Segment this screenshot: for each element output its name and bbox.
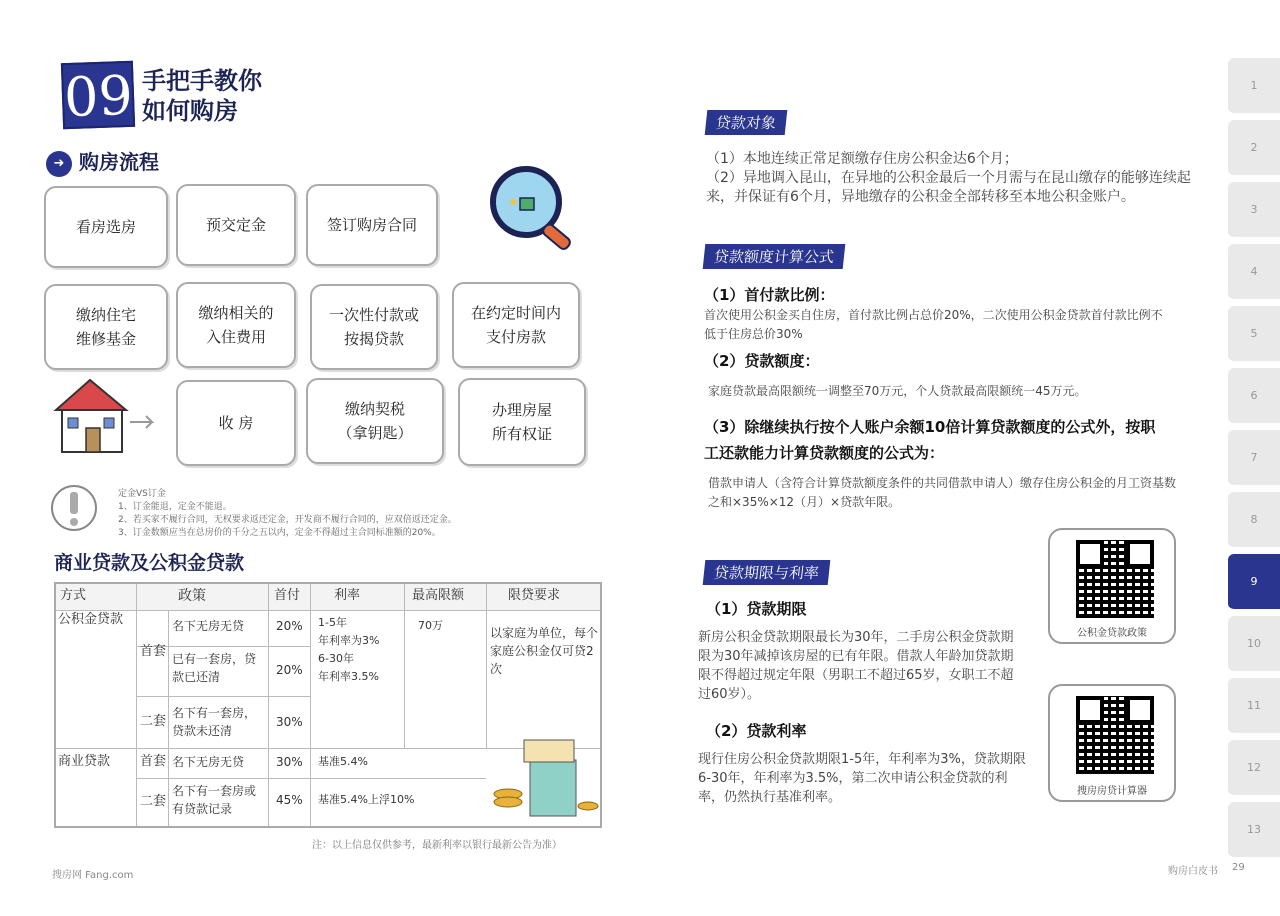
table-cell: 30% bbox=[276, 715, 303, 729]
step-property-certificate: 办理房屋 所有权证 bbox=[458, 378, 586, 466]
svg-text:★: ★ bbox=[508, 195, 519, 209]
page-number: 29 bbox=[1232, 862, 1245, 873]
gjj-loan-label: 公积金贷款 bbox=[58, 612, 124, 627]
side-tab[interactable]: 7 bbox=[1228, 430, 1280, 486]
page-title bbox=[142, 66, 262, 126]
process-heading: ➜ 购房流程 bbox=[46, 146, 159, 177]
loan-table bbox=[54, 582, 602, 828]
qr-code-icon[interactable] bbox=[1076, 696, 1154, 774]
table-row: 名下无房无贷 bbox=[172, 755, 245, 769]
side-tab[interactable]: 6 bbox=[1228, 368, 1280, 424]
side-tab[interactable]: 3 bbox=[1228, 182, 1280, 238]
table-cell: 20% bbox=[276, 619, 303, 633]
table-row: 名下无房无贷 bbox=[172, 619, 245, 633]
arrow-right-icon: ➜ bbox=[46, 151, 72, 177]
step-pay-deed-tax: 缴纳契税 （拿钥匙） bbox=[306, 378, 444, 464]
loan-term-heading: （1）贷款期限 bbox=[706, 600, 807, 618]
table-row: 名下有一套房或有贷款记录 bbox=[172, 784, 257, 816]
step-view-house: 看房选房 bbox=[44, 186, 168, 268]
col-header-requirement: 限贷要求 bbox=[508, 588, 561, 603]
side-tab[interactable]: 10 bbox=[1228, 616, 1280, 672]
side-tab-active[interactable]: 9 bbox=[1228, 554, 1280, 610]
table-cell: 30% bbox=[276, 755, 303, 769]
side-tab[interactable]: 8 bbox=[1228, 492, 1280, 548]
qr-label: 搜房房贷计算器 bbox=[1077, 786, 1147, 797]
deposit-note: 定金VS订金 1、订金能退，定金不能退。 2、若买家不履行合同，无权要求返还定金，开发商不履行合同的，应双倍返还定金。 3、订金数额应当在总房价的千分之五以内，定金不得超过主合同标准额的20%。 bbox=[118, 489, 457, 538]
loan-formula-heading: （3）除继续执行按个人账户余额10倍计算贷款额度的公式外，按职工还款能力计算贷款额度的公式为： bbox=[704, 418, 1156, 462]
exclamation-icon bbox=[50, 480, 100, 536]
gjj-second-label: 二套 bbox=[140, 714, 167, 729]
col-header-method: 方式 bbox=[60, 588, 87, 603]
brand-logo: 搜房网 Fang.com bbox=[52, 870, 134, 881]
gjj-first-label: 首套 bbox=[140, 644, 167, 659]
footer-book-name: 购房白皮书 bbox=[1168, 866, 1218, 877]
step-payment-or-mortgage: 一次性付款或 按揭贷款 bbox=[310, 284, 438, 370]
step-moving-fees: 缴纳相关的 入住费用 bbox=[176, 282, 296, 368]
biz-first-label: 首套 bbox=[140, 754, 167, 769]
step-sign-contract: 签订购房合同 bbox=[306, 184, 438, 266]
gjj-rate: 1-5年 年利率为3% 6-30年 年利率3.5% bbox=[318, 616, 380, 683]
step-maintenance-fund: 缴纳住宅 维修基金 bbox=[44, 284, 168, 370]
loan-formula-text: 借款申请人（含符合计算贷款额度条件的共同借款申请人）缴存住房公积金的月工资基数之和×35%×12（月）×贷款年限。 bbox=[708, 476, 1177, 509]
loan-amount-heading: （2）贷款额度： bbox=[704, 352, 820, 370]
loan-rate-text: 现行住房公积金贷款期限1-5年，年利率为3%，贷款期限6-30年，年利率为3.5%，第二次申请公积金贷款的利率，仍然执行基准利率。 bbox=[698, 752, 1026, 805]
loan-amount-text: 家庭贷款最高限额统一调整至70万元，个人贷款最高限额统一45万元。 bbox=[708, 384, 1087, 398]
step-deposit: 预交定金 bbox=[176, 184, 296, 266]
gjj-limit: 70万 bbox=[418, 619, 443, 632]
side-tab[interactable]: 13 bbox=[1228, 802, 1280, 858]
loan-subject-text: （1）本地连续正常足额缴存住房公积金达6个月； （2）异地调入昆山，在异地的公积金最后一个月需与在昆山缴存的能够连续起来，并保证有6个月，异地缴存的公积金全部转移至本地公积金账户。 bbox=[706, 151, 1191, 205]
side-tab[interactable]: 1 bbox=[1228, 58, 1280, 114]
table-cell: 基准5.4%上浮10% bbox=[318, 793, 415, 806]
step-pay-on-time: 在约定时间内 支付房款 bbox=[452, 282, 580, 368]
qr-card-calculator[interactable] bbox=[1048, 684, 1176, 802]
title-line-2: 如何购房 bbox=[142, 97, 238, 125]
side-tab[interactable]: 12 bbox=[1228, 740, 1280, 796]
col-header-limit: 最高限额 bbox=[412, 588, 465, 603]
down-payment-heading: （1）首付款比例： bbox=[704, 286, 835, 304]
qr-code-icon[interactable] bbox=[1076, 540, 1154, 618]
table-cell: 45% bbox=[276, 793, 303, 807]
table-cell: 20% bbox=[276, 663, 303, 677]
biz-second-label: 二套 bbox=[140, 794, 167, 809]
loan-rate-heading: （2）贷款利率 bbox=[706, 722, 807, 740]
col-header-down: 首付 bbox=[274, 588, 301, 603]
col-header-rate: 利率 bbox=[334, 588, 361, 603]
loan-term-text: 新房公积金贷款期限最长为30年，二手房公积金贷款期限为30年减掉该房屋的已有年限。借款人年龄加贷款期限不得超过规定年限（男职工不超过65岁，女职工不超过60岁）。 bbox=[698, 630, 1014, 702]
loan-subject-tag: 贷款对象 bbox=[706, 110, 786, 135]
loan-footnote: 注：以上信息仅供参考，最新利率以银行最新公告为准） bbox=[312, 840, 562, 851]
biz-loan-label: 商业贷款 bbox=[58, 754, 111, 769]
loan-term-tag: 贷款期限与利率 bbox=[704, 560, 829, 585]
magnifier-icon bbox=[484, 160, 584, 260]
step-take-house: 收 房 bbox=[176, 380, 296, 466]
money-stack-icon bbox=[490, 734, 600, 822]
loan-formula-tag: 贷款额度计算公式 bbox=[704, 244, 844, 269]
loan-table-heading: 商业贷款及公积金贷款 bbox=[54, 552, 245, 574]
chapter-number-badge: 09 bbox=[61, 61, 135, 129]
table-cell: 基准5.4% bbox=[318, 755, 368, 768]
col-header-policy: 政策 bbox=[178, 588, 206, 604]
side-tab[interactable]: 11 bbox=[1228, 678, 1280, 734]
house-icon bbox=[50, 376, 160, 456]
qr-card-policy[interactable] bbox=[1048, 528, 1176, 644]
side-tab[interactable]: 5 bbox=[1228, 306, 1280, 362]
down-payment-text: 首次使用公积金买自住房，首付款比例占总价20%，二次使用公积金贷款首付款比例不低于住房总价30% bbox=[704, 308, 1163, 341]
table-row: 名下有一套房，贷款未还清 bbox=[172, 706, 257, 738]
qr-label: 公积金贷款政策 bbox=[1077, 628, 1147, 639]
title-line-1: 手把手教你 bbox=[142, 67, 262, 95]
side-tab[interactable]: 4 bbox=[1228, 244, 1280, 300]
side-tab[interactable]: 2 bbox=[1228, 120, 1280, 176]
table-row: 已有一套房，贷款已还清 bbox=[172, 652, 257, 684]
gjj-requirement: 以家庭为单位，每个家庭公积金仅可贷2次 bbox=[490, 626, 599, 676]
